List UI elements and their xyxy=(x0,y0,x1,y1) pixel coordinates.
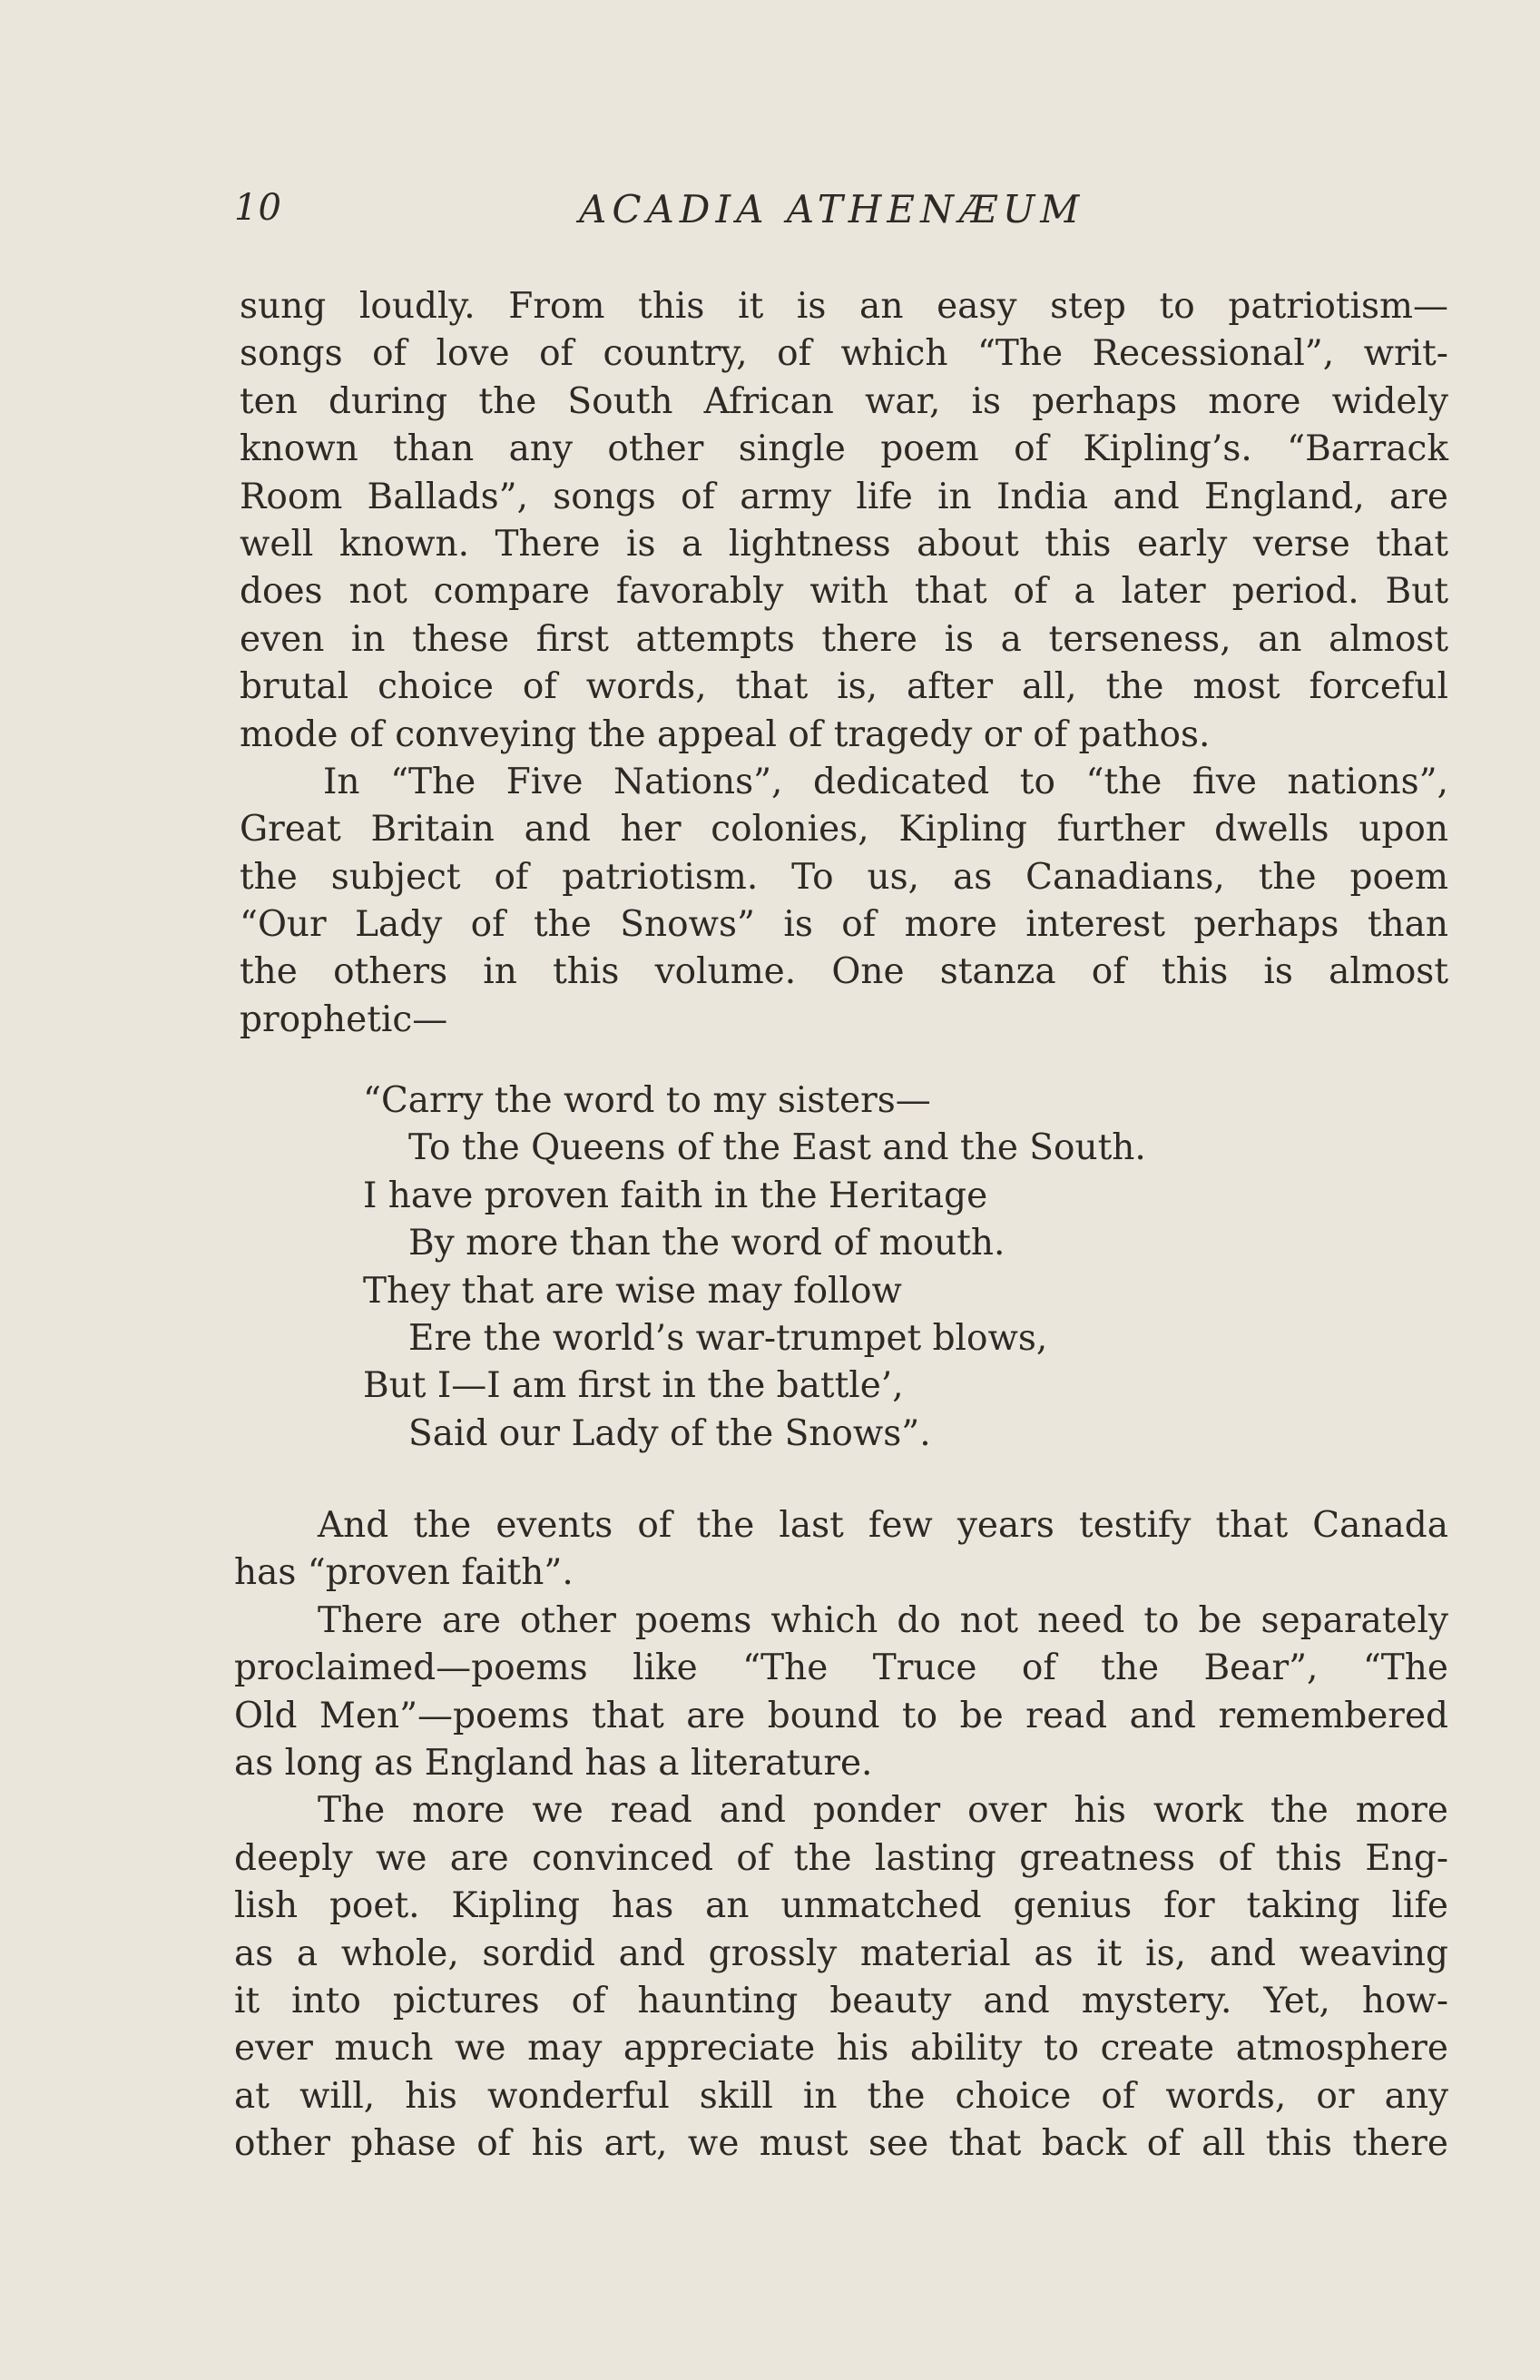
paragraph xyxy=(234,1787,1448,2168)
text-line: well known. There is a lightness about this early verse that xyxy=(240,523,1448,565)
paragraph xyxy=(240,283,1448,759)
text-line: other phase of his art, we must see that back of all this there xyxy=(234,2123,1448,2165)
body-text-upper xyxy=(240,283,1448,1044)
poem-line: I have proven faith in the Heritage xyxy=(363,1175,988,1216)
running-title: ACADIA ATHENÆUM xyxy=(579,187,1085,231)
text-line: at will, his wonderful skill in the choice of words, or any xyxy=(234,2075,1448,2117)
text-line: sung loudly. From this it is an easy step to patriotism— xyxy=(240,286,1448,327)
text-line: Great Britain and her colonies, Kipling further dwells upon xyxy=(240,809,1448,851)
poem-line: Said our Lady of the Snows”. xyxy=(408,1412,931,1454)
text-line: songs of love of country, of which “The Recessional”, writ- xyxy=(240,333,1448,375)
text-line: And the events of the last few years testify that Canada xyxy=(318,1505,1448,1546)
text-line: The more we read and ponder over his work the more xyxy=(318,1790,1448,1832)
text-line: Room Ballads”, songs of army life in India and England, are xyxy=(240,476,1448,517)
text-line: even in these first attempts there is a terseness, an almost xyxy=(240,618,1448,660)
poem-line: But I—I am first in the battle’, xyxy=(363,1365,904,1407)
poem-line: They that are wise may follow xyxy=(363,1270,902,1312)
text-line: as a whole, sordid and grossly material as it is, and weaving xyxy=(234,1933,1448,1974)
body-text-lower xyxy=(234,1502,1448,2168)
paragraph xyxy=(234,1598,1448,1788)
text-line: deeply we are convinced of the lasting greatness of this Eng- xyxy=(234,1837,1448,1879)
text-line: known than any other single poem of Kipling’s. “Barrack xyxy=(240,428,1448,470)
paragraph xyxy=(234,1502,1448,1598)
text-line: proclaimed—poems like “The Truce of the Bear”, “The xyxy=(234,1647,1448,1689)
text-line: There are other poems which do not need to be separately xyxy=(318,1599,1448,1641)
text-line: the subject of patriotism. To us, as Canadians, the poem xyxy=(240,856,1448,898)
text-line: does not compare favorably with that of a later period. But xyxy=(240,571,1448,613)
text-line: Old Men”—poems that are bound to be read and remembered xyxy=(234,1695,1448,1736)
poem-line: To the Queens of the East and the South. xyxy=(408,1127,1146,1169)
text-line: “Our Lady of the Snows” is of more interest perhaps than xyxy=(240,904,1448,946)
text-line: the others in this volume. One stanza of this is almost xyxy=(240,951,1448,993)
text-line: ten during the South African war, is perhaps more widely xyxy=(240,380,1448,422)
text-line: prophetic— xyxy=(240,998,448,1040)
page-number: 10 xyxy=(234,187,282,229)
poem-stanza xyxy=(363,1077,1270,1458)
text-line: In “The Five Nations”, dedicated to “the five nations”, xyxy=(323,761,1448,802)
text-line: it into pictures of haunting beauty and mystery. Yet, how- xyxy=(234,1980,1448,2021)
text-line: has “proven faith”. xyxy=(234,1552,574,1594)
paragraph xyxy=(240,759,1448,1044)
text-line: brutal choice of words, that is, after all, the most forceful xyxy=(240,666,1448,708)
poem-line: By more than the word of mouth. xyxy=(408,1223,1005,1264)
poem-line: “Carry the word to my sisters— xyxy=(363,1080,931,1121)
text-line: ever much we may appreciate his ability to create atmosphere xyxy=(234,2028,1448,2070)
poem-line: Ere the world’s war-trumpet blows, xyxy=(408,1317,1048,1359)
text-line: mode of conveying the appeal of tragedy or of pathos. xyxy=(240,713,1211,755)
page-header xyxy=(234,187,1142,241)
text-line: lish poet. Kipling has an unmatched genius for taking life xyxy=(234,1885,1448,1927)
text-line: as long as England has a literature. xyxy=(234,1742,873,1784)
